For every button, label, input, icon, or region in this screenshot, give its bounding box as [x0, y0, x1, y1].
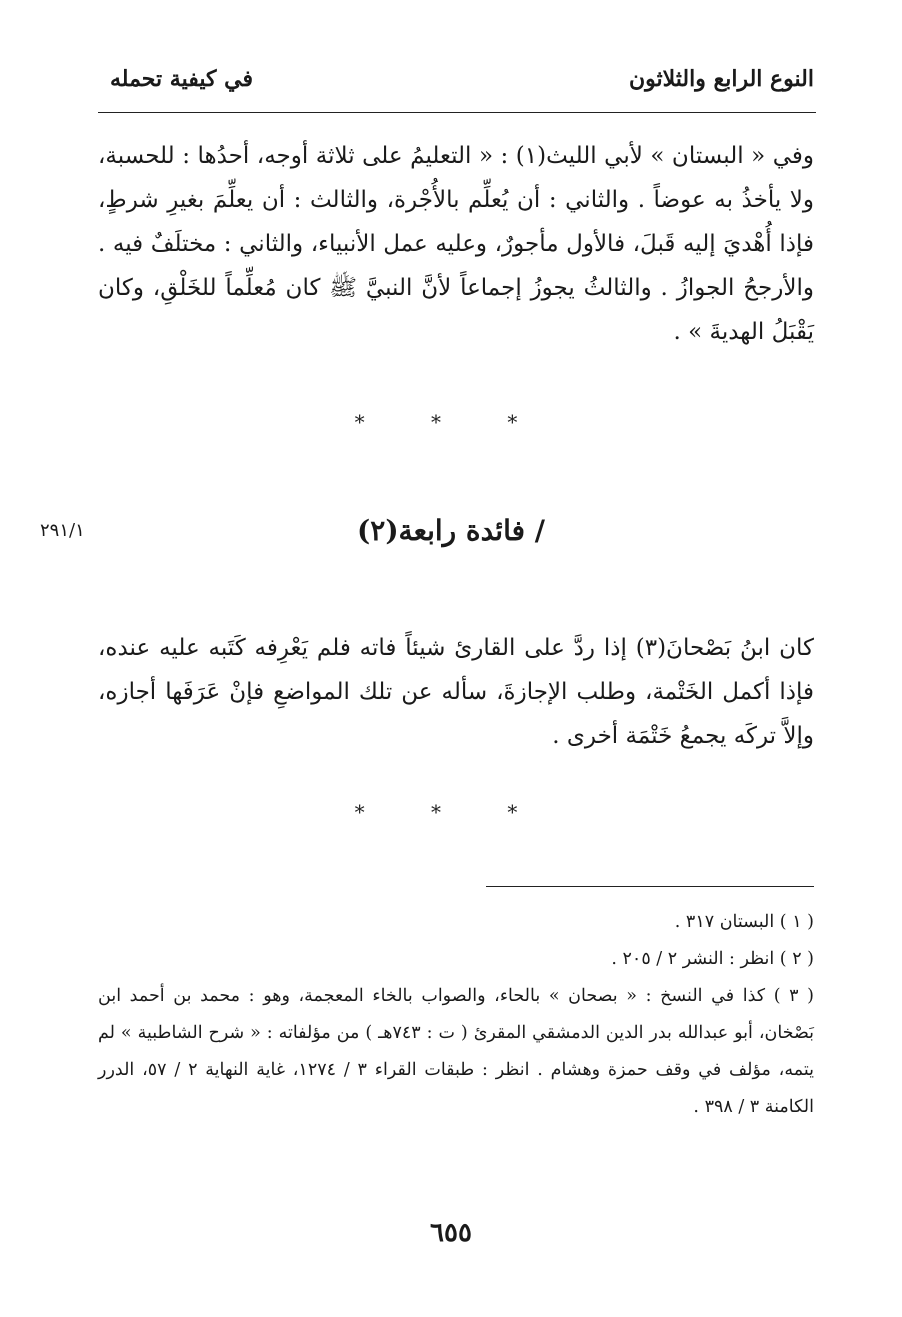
- section-separator-1: * * *: [354, 410, 548, 434]
- footnote-3: ( ٣ ) كذا في النسخ : « بصحان » بالحاء، والصواب بالخاء المعجمة، وهو : محمد بن أحمد ابن بَصْخان، أبو عبدالله بدر الدين الدمشقي المقرئ ( ت : ٧٤٣هـ ) من مؤلفاته : « شرح الشاطبية » لم يتمه، مؤلف في وقف حمزة وهشام . انظر : طبقات القراء ٣ / ١٢٧٤، غاية النهاية ٢ / ٥٧، الدرر الكامنة ٣ / ٣٩٨ .: [98, 986, 815, 1117]
- footnotes: [98, 904, 814, 1126]
- page-number: ٦٥٥: [430, 1218, 472, 1248]
- footnote-1: ( ١ ) البستان ٣١٧ .: [674, 912, 814, 932]
- body-paragraph-1: وفي « البستان » لأبي الليث(١) : « التعليمُ على ثلاثة أوجه، أحدُها : للحسبة، ولا يأخذُ به عوضاً . والثاني : أن يُعلِّم بالأُجْرة، والثالث : أن يعلِّمَ بغيرِ شرطٍ، فإذا أُهْديَ إليه قَبلَ، فالأول مأجورٌ، وعليه عمل الأنبياء، والثاني : مختلَفٌ فيه . والأرجحُ الجوازُ . والثالثُ يجوزُ إجماعاً لأنَّ النبيَّ ﷺ كان مُعلِّماً للخَلْقِ، وكان يَقْبَلُ الهديةَ » .: [98, 143, 814, 345]
- running-header-chapter: النوع الرابع والثلاثون: [628, 66, 814, 92]
- header-divider: [98, 112, 816, 113]
- section-title: / فائدة رابعة(٢): [357, 514, 545, 547]
- body-paragraph-2: كان ابنُ بَصْحانَ(٣) إذا ردَّ على القارئ شيئاً فاته فلم يَعْرِفه كَتَبه عليه عنده، فإذا أكمل الخَتْمة، وطلب الإجازةَ، سأله عن تلك المواضعِ فإنْ عَرَفَها أجازه، وإلاَّ تركَه يجمعُ خَتْمَة أخرى .: [98, 635, 814, 749]
- section-separator-2: * * *: [354, 800, 548, 824]
- running-header-section: في كيفية تحمله: [110, 66, 253, 92]
- footnote-divider: [486, 886, 814, 887]
- footnote-2: ( ٢ ) انظر : النشر ٢ / ٢٠٥ .: [611, 949, 814, 969]
- margin-reference: ٢٩١/١: [40, 520, 85, 541]
